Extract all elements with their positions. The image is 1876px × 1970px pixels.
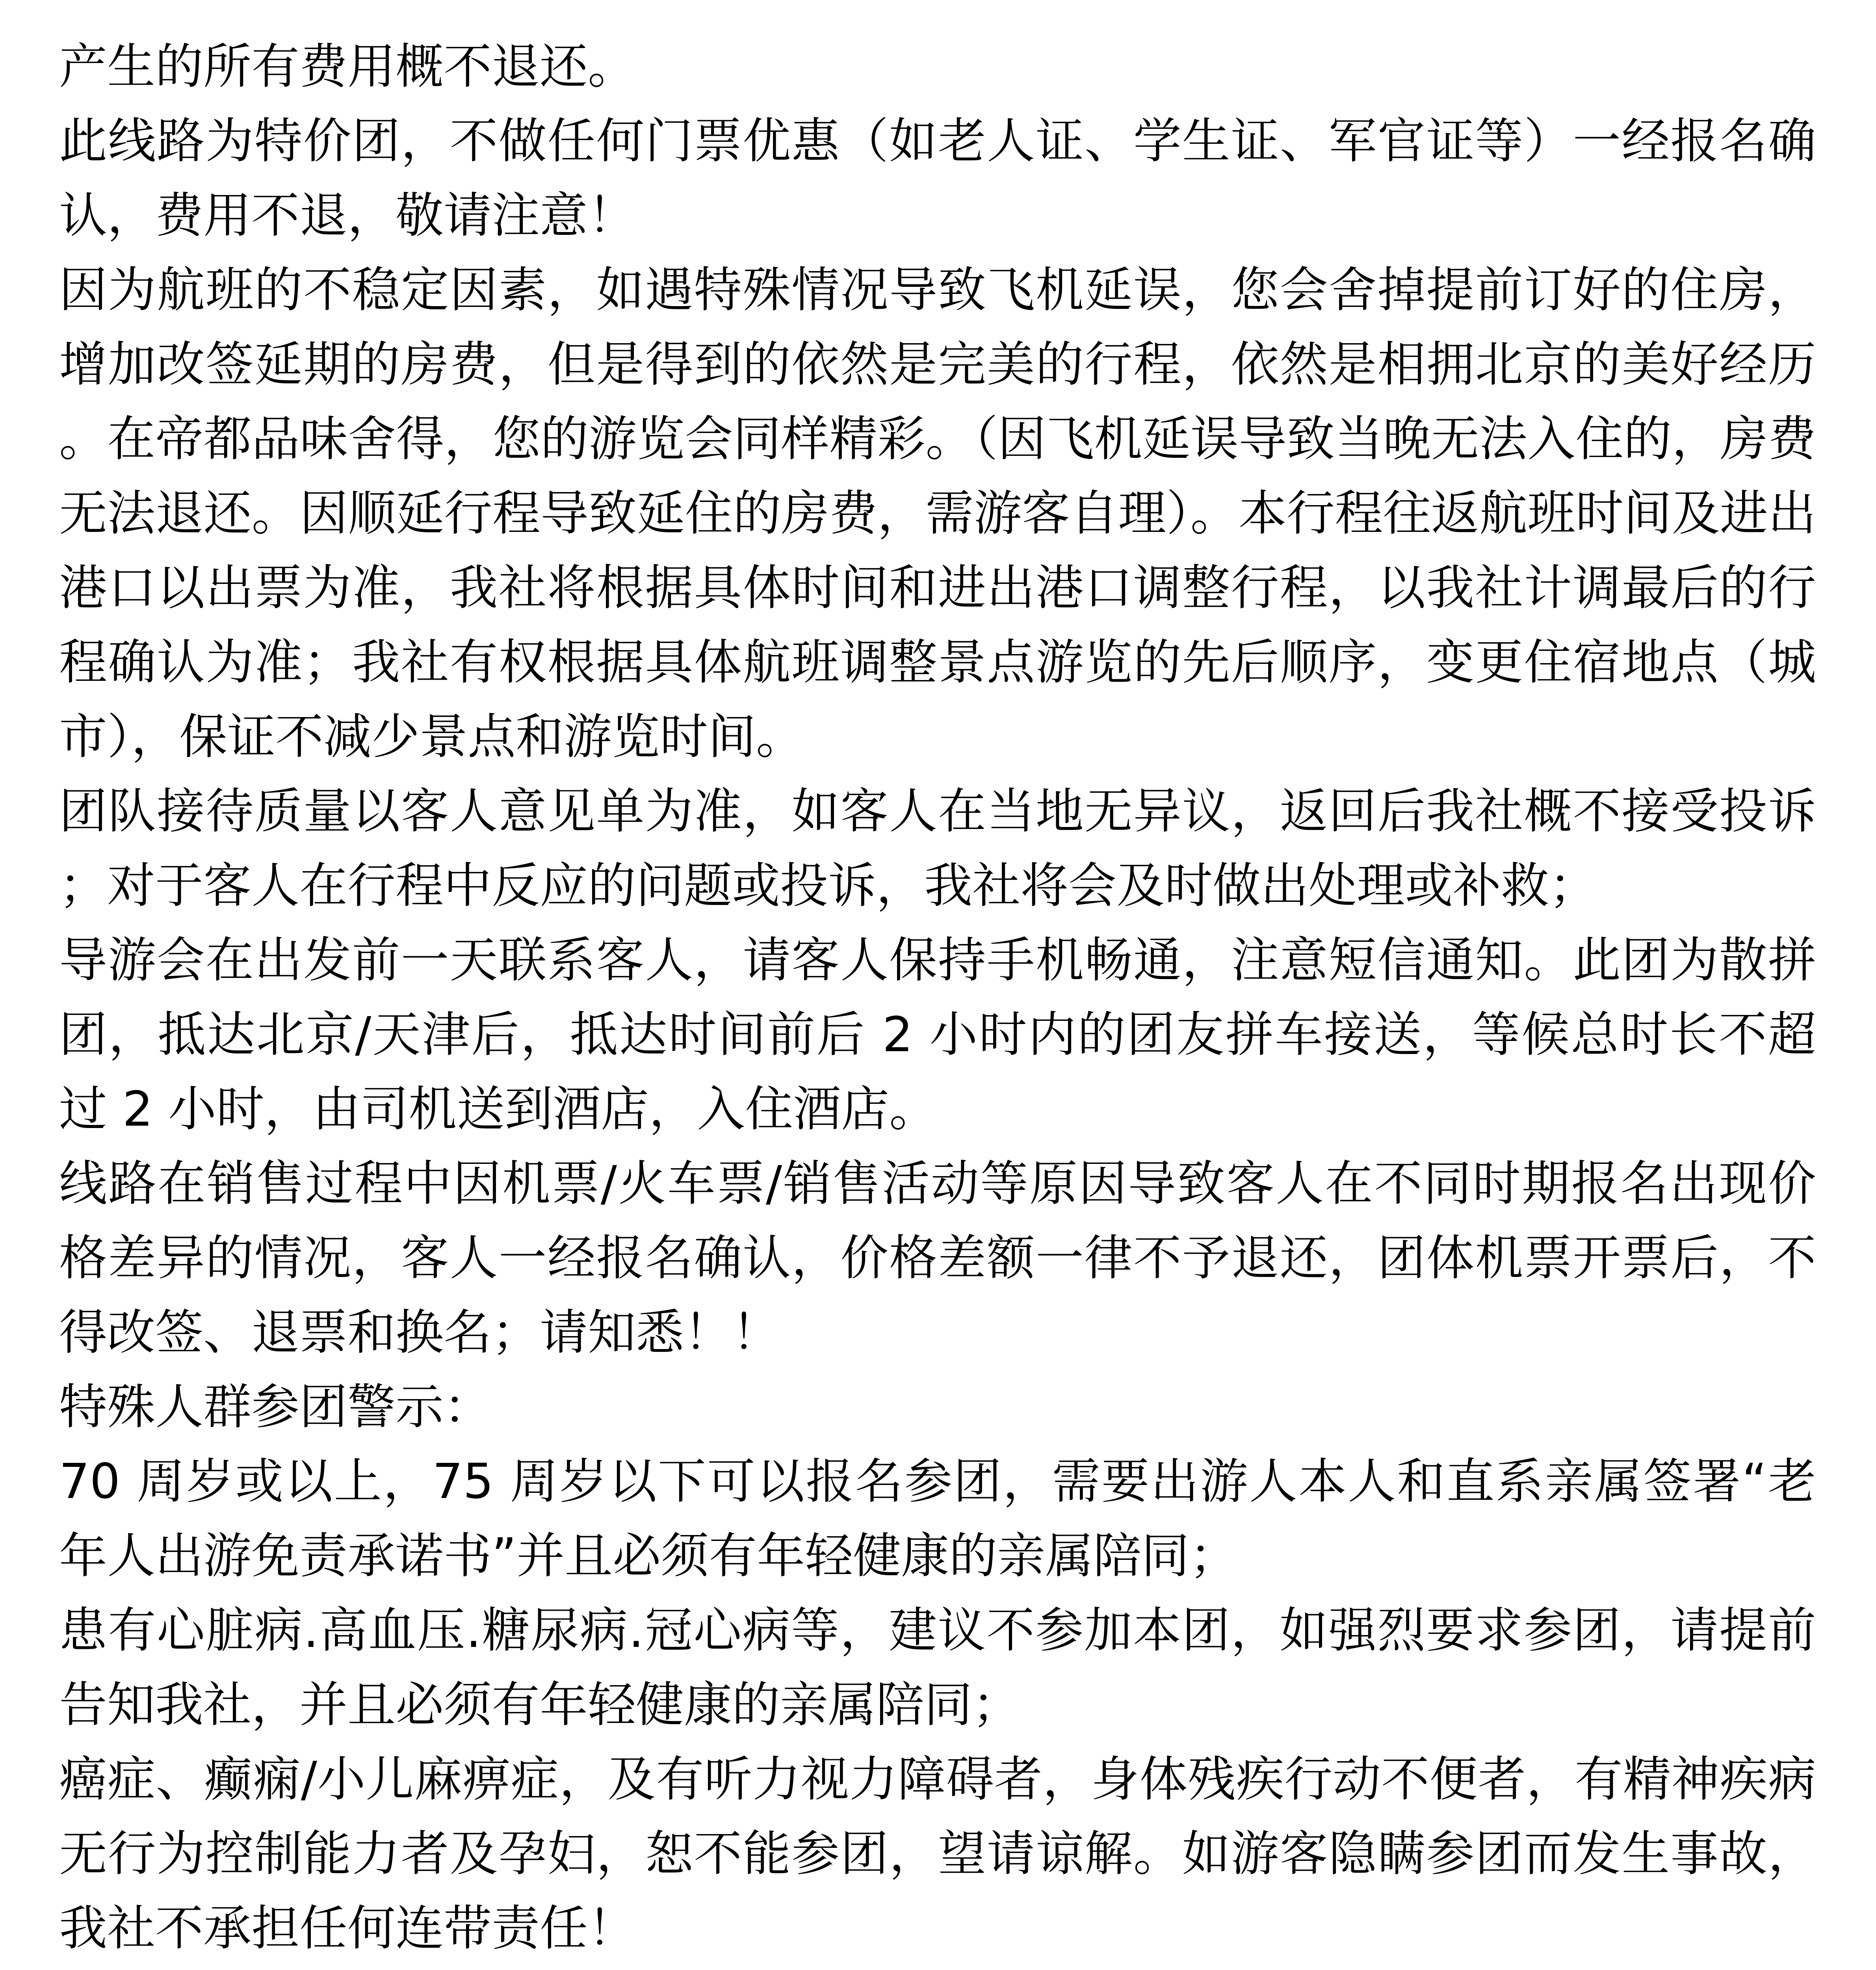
document-page [59,30,1816,1970]
paragraph-restricted-conditions: 癌症、癫痫/小儿麻痹症，及有听力视力障碍者，身体残疾行动不便者，有精神疾病无行为控制能力者及孕妇，恕不能参团，望请谅解。如游客隐瞒参团而发生事故，我社不承担任何连带责任！ [59,1751,1816,1956]
paragraph-refund-note: 产生的所有费用概不退还。 [59,39,636,95]
paragraph-guide-contact: 导游会在出发前一天联系客人，请客人保持手机畅通，注意短信通知。此团为散拼团，抵达北京/天津后，抵达时间前后 2 小时内的团友拼车接送，等候总时长不超过 2 小时，由司机送到酒店，入住酒店。 [59,932,1816,1137]
paragraph-flight-delay: 因为航班的不稳定因素，如遇特殊情况导致飞机延误，您会舍掉提前订好的住房，增加改签延期的房费，但是得到的依然是完美的行程，依然是相拥北京的美好经历。在帝都品味舍得，您的游览会同样精彩。（因飞机延误导致当晚无法入住的，房费无法退还。因顺延行程导致延住的房费，需游客自理）。本行程往返航班时间及进出港口以出票为准，我社将根据具体时间和进出港口调整行程，以我社计调最后的行程确认为准；我社有权根据具体航班调整景点游览的先后顺序，变更住宿地点（城市），保证不减少景点和游览时间。 [59,262,1816,765]
paragraph-minors [59,1966,1816,1970]
paragraph-elderly-travelers: 70 周岁或以上，75 周岁以下可以报名参团，需要出游人本人和直系亲属签署“老年人出游免责承诺书”并且必须有年轻健康的亲属陪同； [59,1453,1816,1584]
paragraph-special-price-tour: 此线路为特价团，不做任何门票优惠（如老人证、学生证、军官证等）一经报名确认，费用不退，敬请注意！ [59,113,1816,243]
paragraph-special-groups-heading: 特殊人群参团警示： [59,1379,492,1435]
paragraph-price-difference: 线路在销售过程中因机票/火车票/销售活动等原因导致客人在不同时期报名出现价格差异的情况，客人一经报名确认，价格差额一律不予退还，团体机票开票后，不得改签、退票和换名；请知悉！！ [59,1156,1816,1360]
paragraph-service-quality: 团队接待质量以客人意见单为准，如客人在当地无异议，返回后我社概不接受投诉；对于客人在行程中反应的问题或投诉，我社将会及时做出处理或补救； [59,783,1816,914]
paragraph-health-conditions: 患有心脏病.高血压.糖尿病.冠心病等，建议不参加本团，如强烈要求参团，请提前告知我社，并且必须有年轻健康的亲属陪同； [59,1602,1816,1733]
